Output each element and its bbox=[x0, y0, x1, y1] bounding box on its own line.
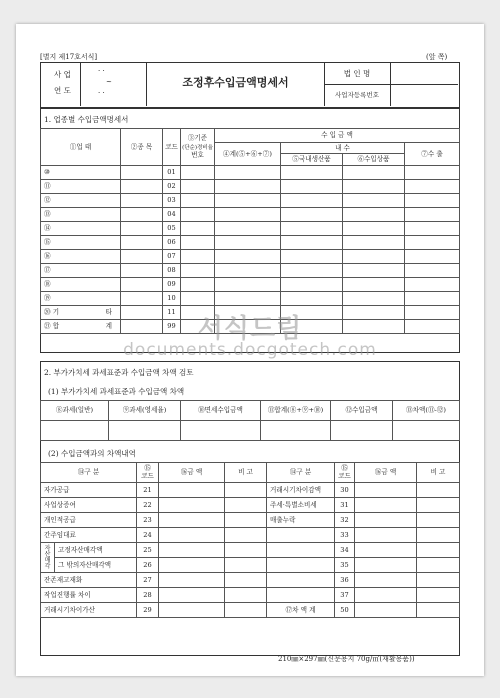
col-header-export: ⑦수 출 bbox=[405, 143, 460, 166]
col-header-kind-left: ⑭구 분 bbox=[41, 463, 137, 483]
vat-value-cell[interactable] bbox=[181, 421, 261, 441]
footer-paper-size: 210㎜×297㎜(신문용지 70g/㎡(재활용품)) bbox=[278, 655, 415, 663]
col-header-standard-rate: ③기준 (단순)경비율 번호 bbox=[181, 129, 215, 166]
table-row: 그 밖의자산매각액 26 35 bbox=[41, 558, 460, 573]
vat-col-header: ⑪합계(⑧+⑨+⑩) bbox=[261, 401, 331, 421]
table-row-sum: ㉑ 합 계 99 bbox=[41, 320, 460, 334]
table-row: ⑰ 08 bbox=[41, 264, 460, 278]
table-row: 간주임대료 24 33 bbox=[41, 528, 460, 543]
vat-value-cell[interactable] bbox=[393, 421, 460, 441]
section-2-title: 2. 부가가치세 과세표준과 수입금액 차액 검토 bbox=[44, 368, 194, 377]
corp-name-field[interactable] bbox=[391, 63, 457, 83]
vat-col-header: ⑫수입금액 bbox=[331, 401, 393, 421]
asset-sale-vertical-label: 자 산 매 각 bbox=[41, 543, 55, 573]
col-header-code: 코드 bbox=[163, 129, 181, 166]
table-row: 자 산 매 각 고정자산매각액 25 34 bbox=[41, 543, 460, 558]
industry-revenue-table bbox=[40, 128, 460, 334]
vat-value-cell[interactable] bbox=[261, 421, 331, 441]
vat-col-header: ⑬차액(⑪-⑫) bbox=[393, 401, 460, 421]
col-header-total: ④계(⑤+⑥+⑦) bbox=[215, 143, 281, 166]
col-header-import: ⑥수입상품 bbox=[343, 154, 405, 166]
vat-value-cell[interactable] bbox=[109, 421, 181, 441]
vat-value-cell[interactable] bbox=[41, 421, 109, 441]
form-page bbox=[16, 24, 484, 676]
col-header-industry: ①업 태 bbox=[41, 129, 121, 166]
col-header-domestic-mfg: ⑤국내생산품 bbox=[281, 154, 343, 166]
vat-value-cell[interactable] bbox=[331, 421, 393, 441]
col-header-code-right: ⑮ 코드 bbox=[335, 463, 355, 483]
col-header-kind-right: ⑭구 분 bbox=[267, 463, 335, 483]
corp-name-label: 법 인 명 bbox=[343, 69, 371, 78]
col-header-code-left: ⑮ 코드 bbox=[137, 463, 159, 483]
table-row: ⑬ 04 bbox=[41, 208, 460, 222]
col-header-note-left: 비 고 bbox=[225, 463, 267, 483]
table-row: ⑱ 09 bbox=[41, 278, 460, 292]
col-header-type: ②종 목 bbox=[121, 129, 163, 166]
revenue-difference-table bbox=[40, 462, 460, 618]
table-row: 사업상증여 22 주세·특별소비세 31 bbox=[41, 498, 460, 513]
year-from-dots: · · bbox=[98, 67, 105, 75]
biz-no-field[interactable] bbox=[391, 85, 457, 105]
section-1-title: 1. 업종별 수입금액명세서 bbox=[44, 115, 129, 124]
section-2-sub1-title: (1) 부가가치세 과세표준과 수입금액 차액 bbox=[48, 387, 185, 396]
year-to-dots: · · bbox=[98, 89, 105, 97]
form-title: 조정후수입금액명세서 bbox=[182, 76, 289, 89]
table-row: ⑲ 10 bbox=[41, 292, 460, 306]
col-header-amount-left: ⑯금 액 bbox=[159, 463, 225, 483]
vat-col-header: ⑩면세수입금액 bbox=[181, 401, 261, 421]
table-row: 개인적공급 23 매출누락 32 bbox=[41, 513, 460, 528]
business-year-label-2: 연 도 bbox=[54, 86, 71, 95]
col-header-amount-right: ⑯금 액 bbox=[355, 463, 417, 483]
form-id: [별지 제17호서식] bbox=[40, 53, 98, 61]
table-row: 자가공급 21 거래시기차이감액 30 bbox=[41, 483, 460, 498]
table-row: ⑪ 02 bbox=[41, 180, 460, 194]
table-row: 작업진행률 차이 28 37 bbox=[41, 588, 460, 603]
vat-col-header: ⑨과세(영세율) bbox=[109, 401, 181, 421]
watermark-title: 서식드림 bbox=[197, 314, 303, 344]
table-row: 거래시기차이가산 29 ⑰차 액 계 50 bbox=[41, 603, 460, 618]
table-row-other: ⑳ 기 타 11 bbox=[41, 306, 460, 320]
vat-col-header: ⑧과세(일반) bbox=[41, 401, 109, 421]
col-header-domestic: 내 수 bbox=[281, 143, 405, 154]
table-row: ⑮ 06 bbox=[41, 236, 460, 250]
business-year-label-1: 사 업 bbox=[54, 70, 71, 79]
col-header-revenue: 수 입 금 액 bbox=[215, 129, 460, 143]
page-side-label: (앞 쪽) bbox=[426, 53, 448, 61]
col-header-note-right: 비 고 bbox=[417, 463, 460, 483]
table-row: ⑩ 01 bbox=[41, 166, 460, 180]
table-row: ⑭ 05 bbox=[41, 222, 460, 236]
table-row: ⑯ 07 bbox=[41, 250, 460, 264]
biz-no-label: 사업자등록번호 bbox=[335, 91, 379, 99]
table-row: 잔존재고재화 27 36 bbox=[41, 573, 460, 588]
vat-difference-table bbox=[40, 400, 460, 441]
year-tilde: ~ bbox=[106, 78, 112, 86]
section-2-sub2-title: (2) 수입금액과의 차액내역 bbox=[48, 449, 136, 458]
table-row: ⑫ 03 bbox=[41, 194, 460, 208]
watermark-url: documents.docgotech.com bbox=[123, 340, 377, 360]
